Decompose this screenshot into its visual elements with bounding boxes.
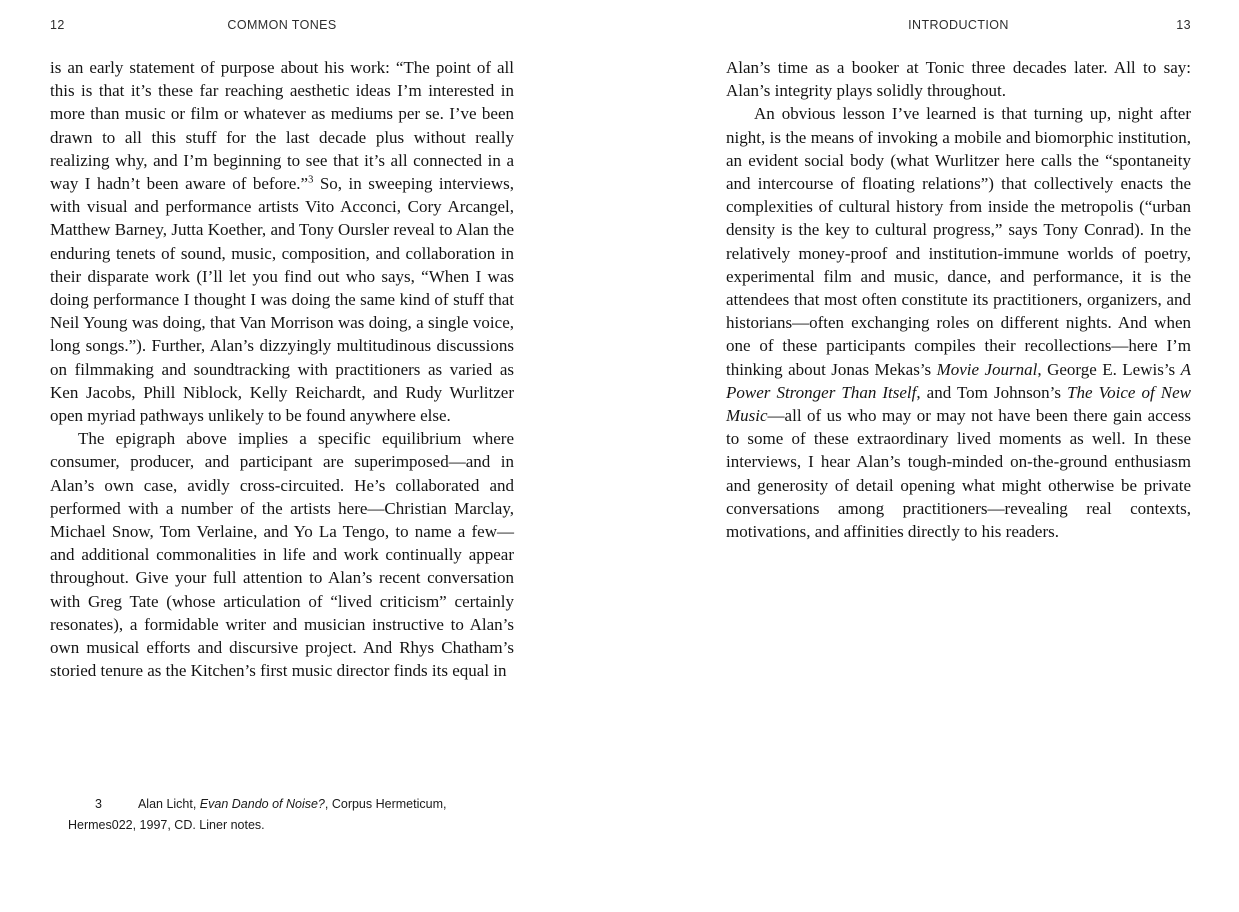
page-left (50, 18, 514, 902)
text-run: So, in sweeping interviews, with visual and performance artists Vito Acconci, Cory Arcangel, Matthew Barney, Jutta Koether, and Tony Oursler reveal to Alan the enduring tenets of sound, music, composition, and collaboration in their disparate work (I’ll let you find out who says, “When I was doing performance I thought I was doing the same kind of stuff that Neil Young was doing, that Van Morrison was doing, a single voice, long songs.”). Further, Alan’s dizzyingly multitudinous discussions on filmmaking and soundtracking with practitioners as varied as Ken Jacobs, Phill Niblock, Kelly Reichardt, and Rudy Wurlitzer open myriad pathways unlikely to be found anywhere else. (50, 174, 514, 426)
text-run: , Corpus Hermeticum, Hermes022, 1997, CD. Liner notes. (68, 797, 447, 832)
running-header (726, 18, 1191, 34)
text-run: Alan Licht, (137, 797, 200, 811)
footnote (68, 794, 515, 836)
paragraph (50, 56, 514, 427)
italic-text-run: Movie Journal (936, 359, 1038, 379)
footnote-marker: 3 (95, 797, 102, 811)
text-run: An obvious lesson I’ve learned is that turning up, night after night, is the means of invoking a mobile and biomorphic institution, an evident social body (what Wurlitzer here calls the “spontaneity and intercourse of floating relations”) that collectively enacts the complexities of cultural history from inside the metropolis (“urban density is the key to cultural progress,” says Tony Conrad). In the relatively money-proof and institution-immune worlds of poetry, experimental film and music, dance, and performance, it is the attendees that most often constitute its practitioners, organizers, and historians—often exchanging roles on different nights. And when one of these participants compiles their recollections—here I’m thinking about Jonas Mekas’s (726, 104, 1191, 379)
page-number: 13 (1176, 18, 1191, 32)
page-body (726, 56, 1191, 543)
text-run: The epigraph above implies a specific equilibrium where consumer, producer, and participant are superimposed—and in Alan’s own case, avidly cross-circuited. He’s collaborated and performed with a number of the artists here—Christian Marclay, Michael Snow, Tom Verlaine, and Yo La Tengo, to name a few—and additional commonalities in life and work continually appear throughout. Give your full attention to Alan’s recent conversation with Greg Tate (whose articulation of “lived criticism” certainly resonates), a formidable writer and musician instructive to Alan’s own musical efforts and discursive project. And Rhys Chatham’s storied tenure as the Kitchen’s first music director finds its equal in (50, 429, 514, 681)
running-head-title: INTRODUCTION (908, 18, 1009, 32)
paragraph (50, 427, 514, 682)
text-run: —all of us who may or may not have been there gain access to some of these extraordinary lived moments as well. In these interviews, I hear Alan’s tough-minded on-the-ground enthusiasm and generosity of detail opening what might otherwise be private conversations among practitioners—revealing real contexts, motivations, and affinities directly to his readers. (726, 406, 1191, 542)
italic-text-run: A Power Stronger Than Itself (726, 359, 1191, 402)
text-run: , George E. Lewis’s (1037, 359, 1181, 379)
paragraph (726, 102, 1191, 543)
page-number: 12 (50, 18, 65, 32)
text-run: is an early statement of purpose about his work: “The point of all this is that it’s these far reaching aesthetic ideas I’m interested in more than music or film or whatever as mediums per se. I’ve been drawn to all this stuff for the last decade plus without really realizing why, and I’m beginning to see that it’s all connected in a way I hadn’t been aware of before.” (50, 58, 514, 194)
footnote-reference: 3 (308, 174, 314, 186)
paragraph (726, 56, 1191, 102)
italic-text-run: The Voice of New Music (726, 382, 1192, 426)
page-body (50, 56, 514, 682)
page-right (726, 18, 1191, 902)
text-run: , and Tom Johnson’s (916, 382, 1068, 402)
running-head-title: COMMON TONES (227, 18, 337, 32)
text-run: Alan’s time as a booker at Tonic three decades later. All to say: Alan’s integrity plays solidly throughout. (726, 58, 1191, 101)
running-header (50, 18, 514, 34)
italic-text-run: Evan Dando of Noise? (199, 797, 325, 811)
